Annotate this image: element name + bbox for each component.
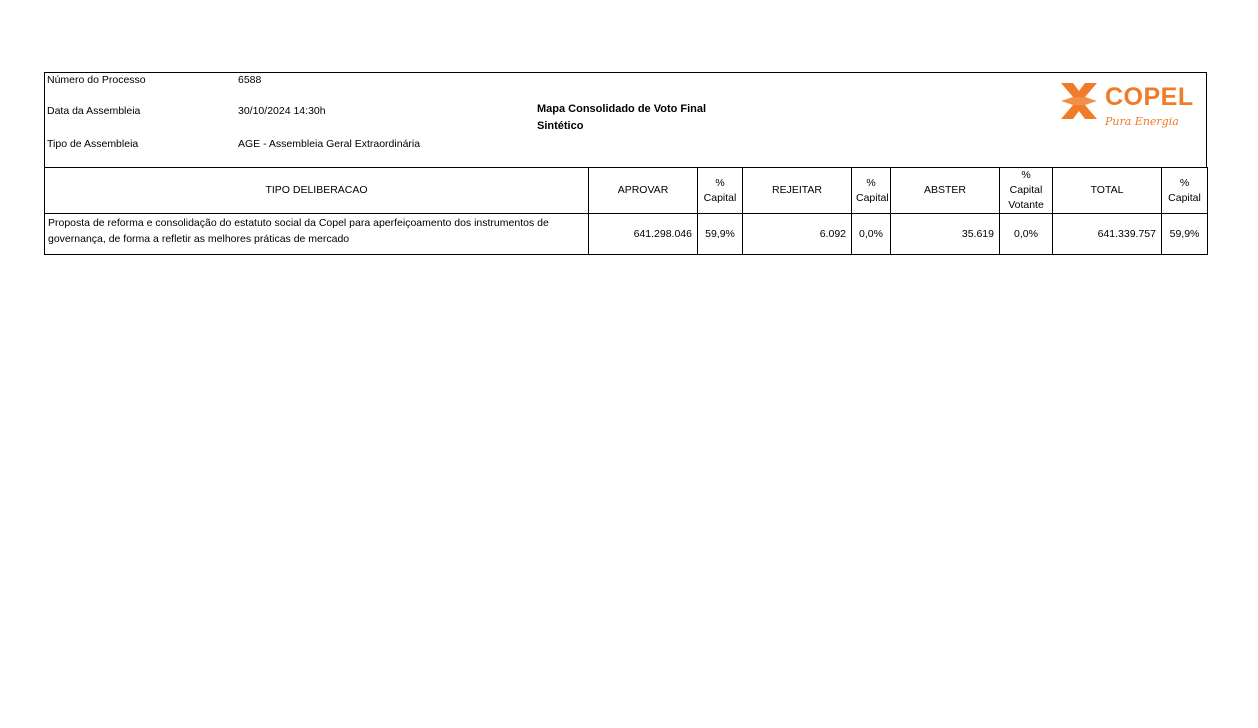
logo-tagline: Pura Energia	[1105, 115, 1179, 128]
col-aprovar-pct: % Capital	[698, 168, 743, 214]
cell-rejeitar-pct: 0,0%	[852, 214, 891, 255]
sheet-header	[44, 72, 1207, 167]
col-total-pct: % Capital	[1162, 168, 1208, 214]
tipo-label: Tipo de Assembleia	[47, 138, 139, 150]
col-total: TOTAL	[1053, 168, 1162, 214]
col-aprovar: APROVAR	[589, 168, 698, 214]
title-line-2: Sintético	[537, 120, 584, 132]
col-rejeitar: REJEITAR	[743, 168, 852, 214]
table-header-row	[45, 168, 1208, 214]
cell-aprovar-pct: 59,9%	[698, 214, 743, 255]
cell-aprovar: 641.298.046	[589, 214, 698, 255]
data-value: 30/10/2024 14:30h	[238, 105, 326, 117]
copel-logo	[1057, 79, 1197, 131]
data-label: Data da Assembleia	[47, 105, 141, 117]
cell-total: 641.339.757	[1053, 214, 1162, 255]
cell-abster: 35.619	[891, 214, 1000, 255]
copel-symbol-icon	[1059, 81, 1099, 121]
tipo-value: AGE - Assembleia Geral Extraordinária	[238, 138, 421, 150]
processo-value: 6588	[238, 74, 262, 86]
vote-map-sheet	[44, 72, 1207, 255]
title-line-1: Mapa Consolidado de Voto Final	[537, 103, 707, 115]
col-abster-pct: % Capital Votante	[1000, 168, 1053, 214]
cell-rejeitar: 6.092	[743, 214, 852, 255]
cell-total-pct: 59,9%	[1162, 214, 1208, 255]
cell-descricao: Proposta de reforma e consolidação do estatuto social da Copel para aperfeiçoamento dos instrumentos de governança, de forma a refletir as melhores práticas de mercado	[45, 214, 589, 255]
table-row	[45, 214, 1208, 255]
col-tipo-deliberacao: TIPO DELIBERACAO	[45, 168, 589, 214]
vote-table	[44, 167, 1208, 255]
page-title	[537, 101, 737, 135]
logo-word: COPEL	[1105, 83, 1194, 111]
processo-label: Número do Processo	[47, 74, 146, 86]
col-rejeitar-pct: % Capital	[852, 168, 891, 214]
col-abster: ABSTER	[891, 168, 1000, 214]
cell-abster-pct: 0,0%	[1000, 214, 1053, 255]
